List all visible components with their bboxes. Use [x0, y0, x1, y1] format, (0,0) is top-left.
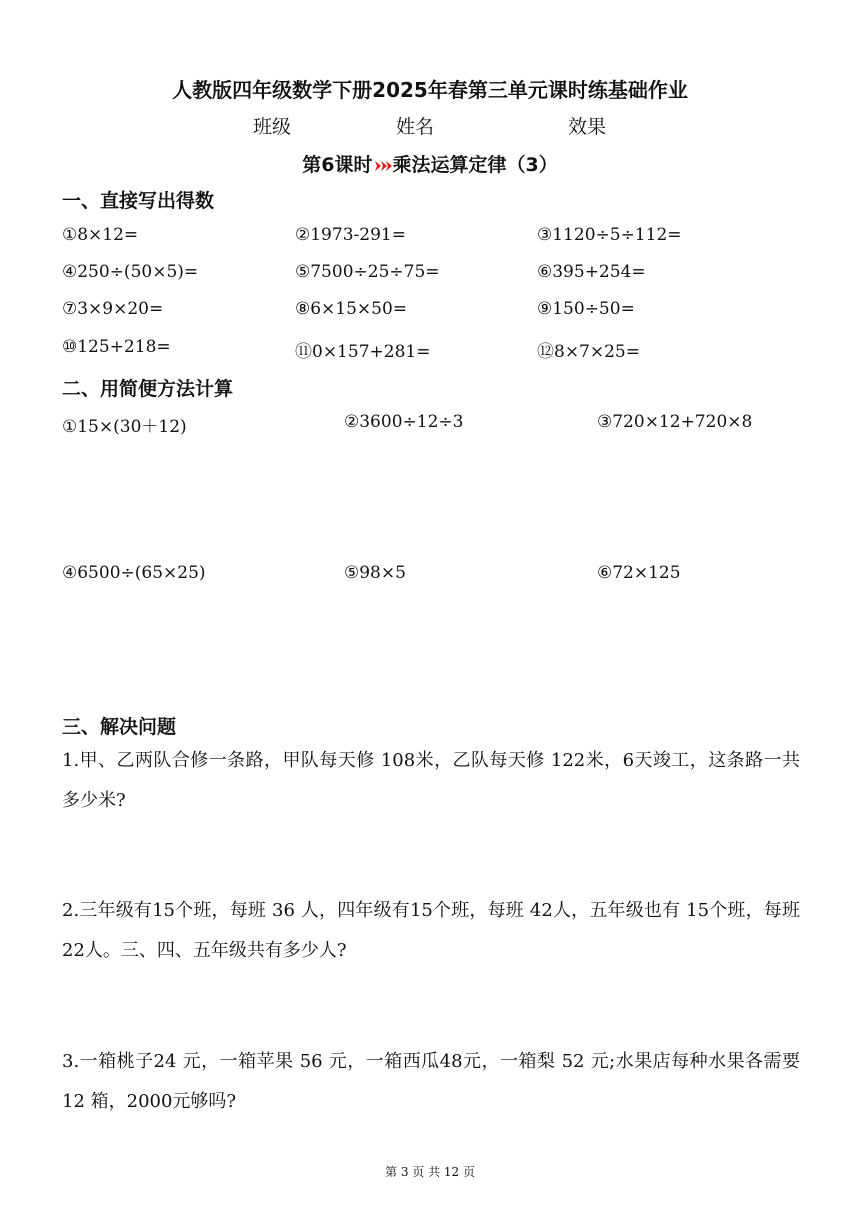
lesson-prefix: 第6课时: [302, 154, 373, 176]
lesson-heading: [0, 150, 860, 177]
lesson-topic: 乘法运算定律（3）: [392, 154, 558, 176]
oral-item: ⑩125+218=: [62, 337, 171, 357]
oral-item: ⑥395+254=: [537, 262, 646, 282]
calc-item: ⑥72×125: [597, 563, 681, 583]
oral-item: ⑧6×15×50=: [295, 299, 408, 319]
worksheet-title: 人教版四年级数学下册2025年春第三单元课时练基础作业: [172, 78, 688, 102]
calc-item: ②3600÷12÷3: [344, 412, 464, 432]
section3-heading: 三、解决问题: [62, 716, 177, 738]
oral-item: ⑫8×7×25=: [537, 342, 640, 362]
calc-item: ④6500÷(65×25): [62, 563, 206, 583]
oral-item: ④250÷(50×5)=: [62, 262, 199, 282]
result-label: 效果: [568, 116, 607, 138]
oral-item: ⑪0×157+281=: [295, 342, 431, 362]
calc-item: ①15×(30＋12): [62, 417, 187, 437]
oral-item: ⑤7500÷25÷75=: [295, 262, 440, 282]
oral-item: ⑨150÷50=: [537, 299, 635, 319]
calc-item: ⑤98×5: [344, 563, 406, 583]
word-problem-1: 1.甲、乙两队合修一条路，甲队每天修 108米，乙队每天修 122米，6天竣工，这条路一共多少米?: [62, 750, 800, 811]
oral-item: ①8×12=: [62, 225, 139, 245]
word-problem-3: 3.一箱桃子24 元，一箱苹果 56 元，一箱西瓜48元，一箱梨 52 元;水果店每种水果各需要 12 箱，2000元够吗?: [62, 1051, 800, 1112]
oral-item: ③1120÷5÷112=: [537, 225, 682, 245]
section1-heading: 一、直接写出得数: [62, 190, 215, 212]
oral-item: ⑦3×9×20=: [62, 299, 164, 319]
word-problem-2: 2.三年级有15个班，每班 36 人，四年级有15个班，每班 42人，五年级也有 15个班，每班 22人。三、四、五年级共有多少人?: [62, 900, 800, 961]
double-arrow-icon: [374, 155, 392, 177]
calc-item: ③720×12+720×8: [597, 412, 753, 432]
class-label: 班级: [253, 116, 292, 138]
name-label: 姓名: [396, 116, 435, 138]
oral-item: ②1973-291=: [295, 225, 406, 245]
section2-heading: 二、用简便方法计算: [62, 378, 234, 400]
page-number: 第 3 页 共 12 页: [385, 1165, 475, 1179]
